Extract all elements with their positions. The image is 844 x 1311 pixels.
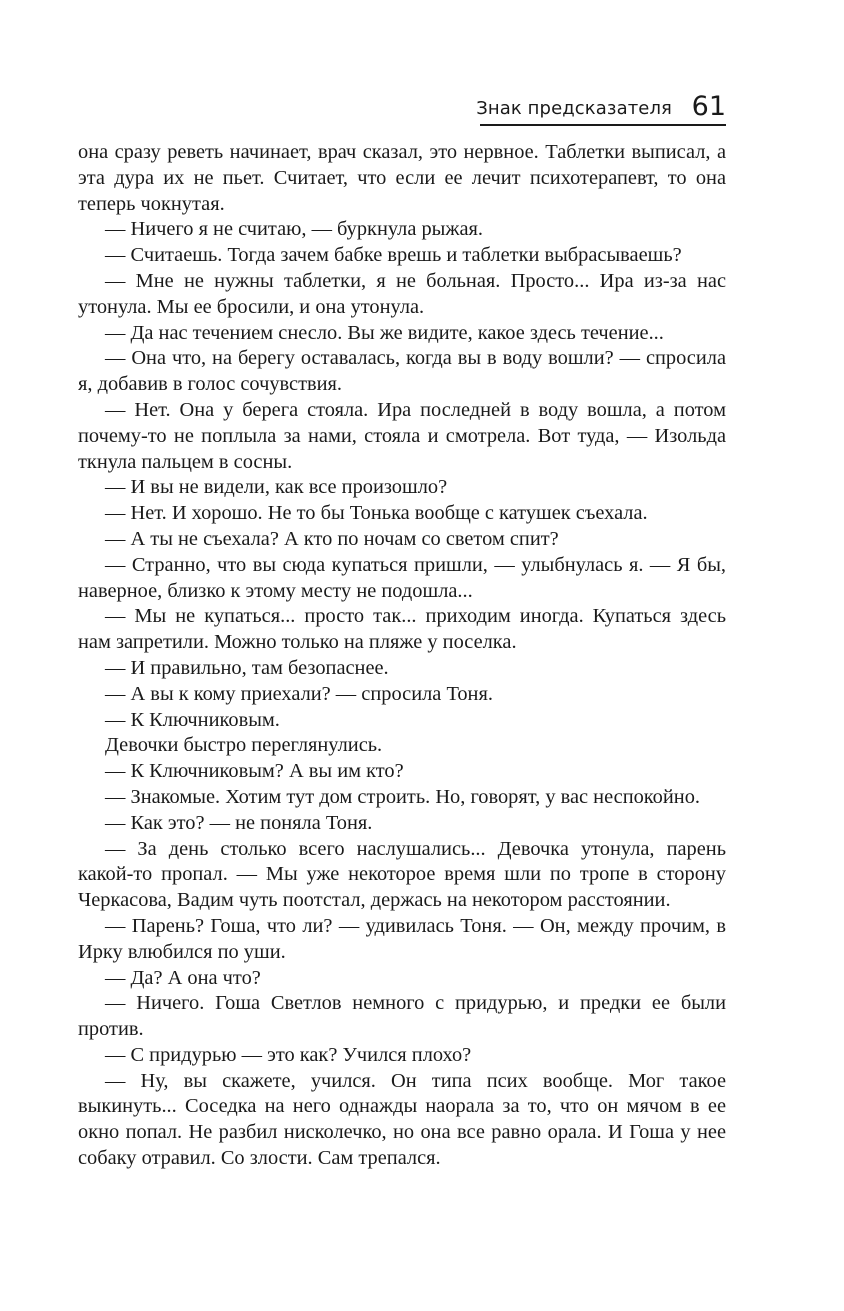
paragraph: — А вы к кому приехали? — спросила Тоня. bbox=[105, 682, 493, 705]
paragraph: — К Ключниковым. bbox=[105, 708, 280, 731]
paragraph: — Ну, вы скажете, учился. Он типа псих вообще. Мог такое выкинуть... Соседка на него однажды наорала за то, что он мячом в ее окно попал. Не разбил нисколечко, но она все равно орала. И Гоша у нее собаку отравил. Со злости. Сам трепался. bbox=[78, 1069, 726, 1170]
running-header bbox=[476, 86, 726, 126]
paragraph: — Странно, что вы сюда купаться пришли, — улыбнулась я. — Я бы, наверное, близко к этому месту не подошла... bbox=[78, 553, 726, 602]
paragraph: — И вы не видели, как все произошло? bbox=[105, 476, 448, 499]
paragraph: — К Ключниковым? А вы им кто? bbox=[105, 760, 404, 783]
paragraph: — Да нас течением снесло. Вы же видите, какое здесь течение... bbox=[105, 321, 664, 344]
paragraph: — Да? А она что? bbox=[105, 966, 261, 989]
paragraph: — Мы не купаться... просто так... приходим иногда. Купаться здесь нам запретили. Можно только на пляже у поселка. bbox=[78, 605, 726, 654]
paragraph: — Мне не нужны таблетки, я не больная. Просто... Ира из-за нас утонула. Мы ее бросили, и она утонула. bbox=[78, 269, 726, 318]
paragraph: — Нет. И хорошо. Не то бы Тонька вообще с катушек съехала. bbox=[105, 502, 648, 525]
paragraph: Девочки быстро переглянулись. bbox=[105, 734, 383, 757]
paragraph: — Она что, на берегу оставалась, когда вы в воду вошли? — спросила я, добавив в голос сочувствия. bbox=[78, 347, 726, 396]
paragraph: — Считаешь. Тогда зачем бабке врешь и таблетки выбрасываешь? bbox=[105, 244, 682, 267]
paragraph: — Как это? — не поняла Тоня. bbox=[105, 811, 373, 834]
page-number: 61 bbox=[691, 91, 726, 122]
paragraph: — Знакомые. Хотим тут дом строить. Но, говорят, у вас неспокойно. bbox=[105, 785, 700, 808]
paragraph: — Нет. Она у берега стояла. Ира последней в воду вошла, а потом почему-то не поплыла за нами, стояла и смотрела. Вот туда, — Изольда ткнула пальцем в сосны. bbox=[78, 398, 726, 473]
paragraph: — За день столько всего наслушались... Девочка утонула, парень какой-то пропал. — Мы уже некоторое время шли по тропе в сторону Черкасова, Вадим чуть поотстал, держась на некотором расстоянии. bbox=[78, 837, 726, 912]
paragraph: — С придурью — это как? Учился плохо? bbox=[105, 1043, 472, 1066]
paragraph: — А ты не съехала? А кто по ночам со светом спит? bbox=[105, 527, 559, 550]
paragraph: она сразу реветь начинает, врач сказал, это нервное. Таблетки выписал, а эта дура их не пьет. Считает, что если ее лечит психотерапевт, то она теперь чокнутая. bbox=[78, 141, 726, 215]
paragraph: — Ничего. Гоша Светлов немного с придурью, и предки ее были против. bbox=[78, 992, 726, 1041]
paragraph: — Ничего я не считаю, — буркнула рыжая. bbox=[105, 218, 483, 241]
running-title: Знак предсказателя bbox=[476, 98, 672, 119]
paragraph: — Парень? Гоша, что ли? — удивилась Тоня. — Он, между прочим, в Ирку влюбился по уши. bbox=[78, 914, 726, 963]
paragraph: — И правильно, там безопаснее. bbox=[105, 656, 389, 679]
body-text bbox=[78, 140, 726, 1172]
